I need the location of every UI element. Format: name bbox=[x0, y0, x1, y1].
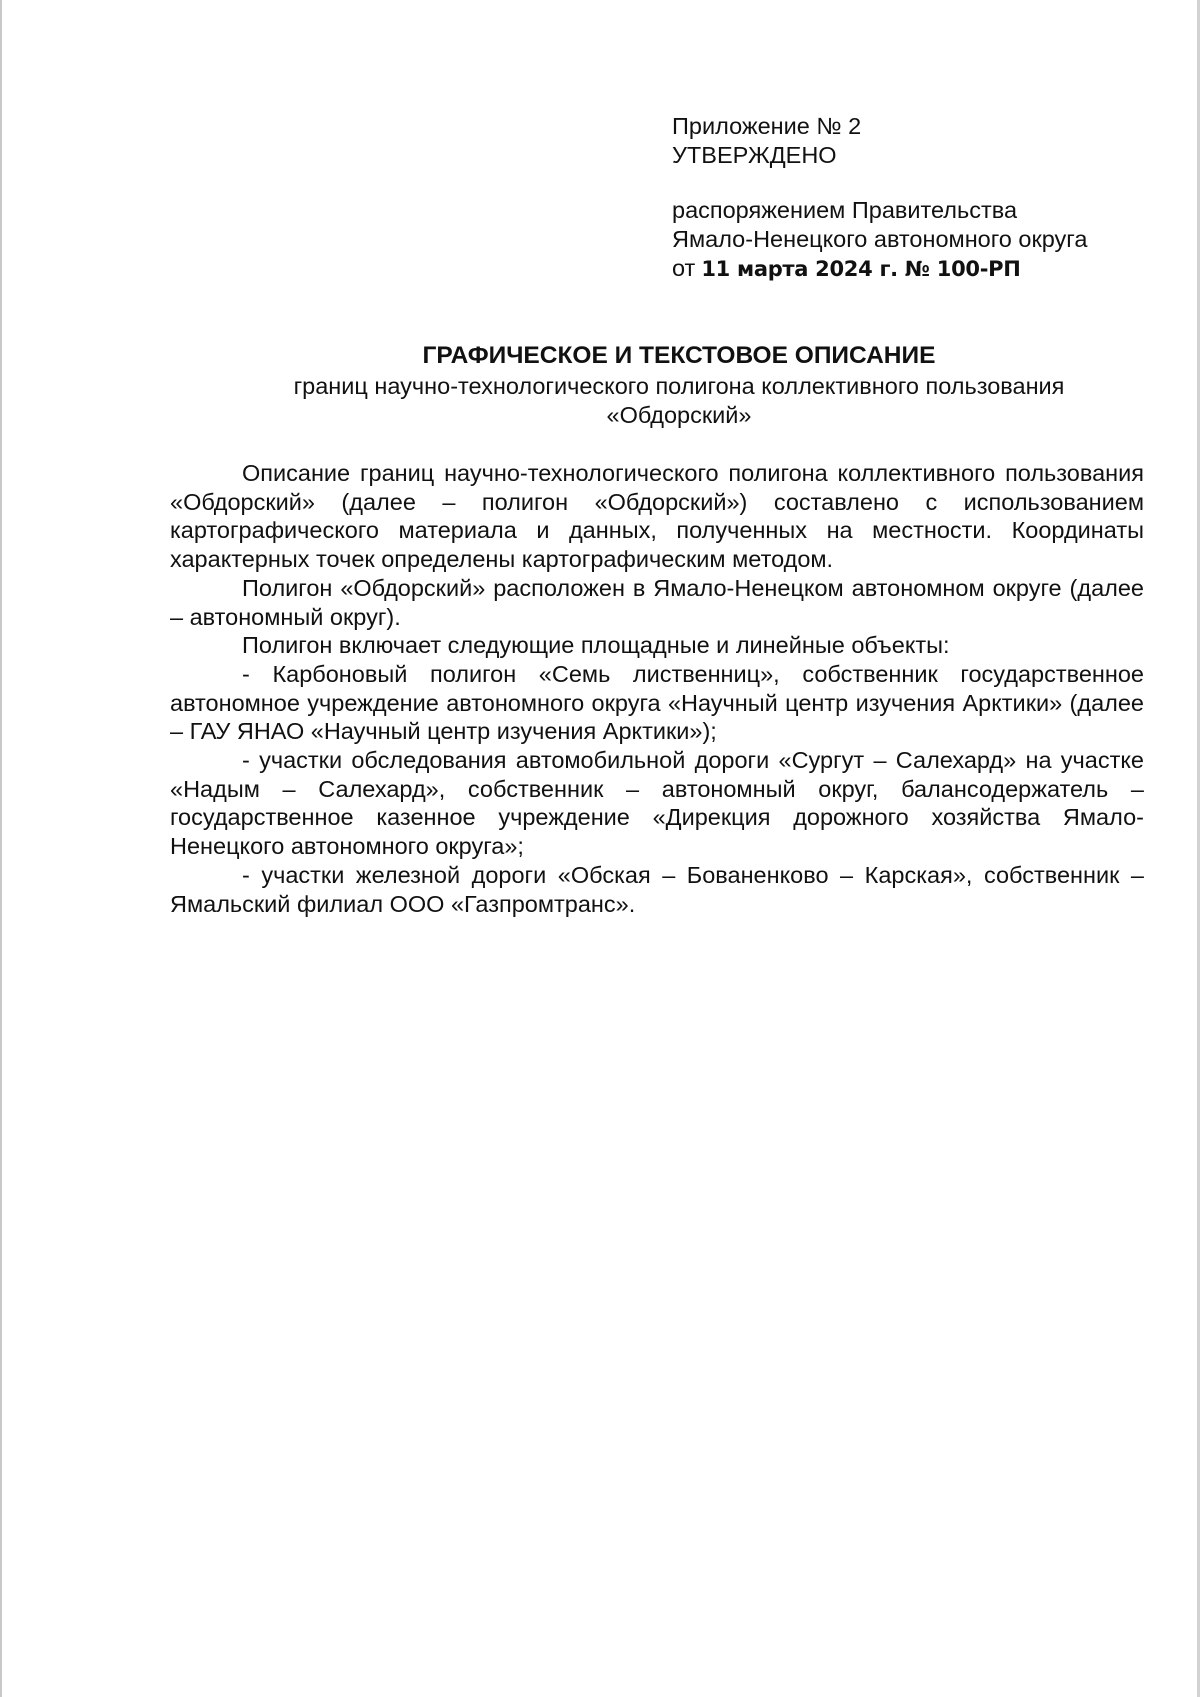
from-label: от bbox=[672, 255, 696, 281]
document-body bbox=[170, 459, 1144, 918]
order-date-number: 11 марта 2024 г. № 100-РП bbox=[701, 257, 1021, 281]
document-title: ГРАФИЧЕСКОЕ И ТЕКСТОВОЕ ОПИСАНИЕ bbox=[422, 342, 936, 369]
document-heading bbox=[170, 340, 1188, 430]
list-item: - Карбоновый полигон «Семь лиственниц», собственник государственное автономное учреждение автономного округа «Научный центр изучения Арктики» (далее – ГАУ ЯНАО «Научный центр изучения Арктики»); bbox=[170, 660, 1144, 745]
approval-spacer bbox=[672, 170, 1142, 196]
body-paragraph: Описание границ научно-технологического полигона коллективного пользования «Обдорский» (далее – полигон «Обдорский») составлено с использованием картографического материала и данных, полученных на местности. Координаты характерных точек определены картографическим методом. bbox=[170, 460, 1144, 573]
body-paragraph: Полигон включает следующие площадные и линейные объекты: bbox=[242, 632, 950, 659]
order-date-line bbox=[672, 254, 1142, 284]
list-item: - участки обследования автомобильной дороги «Сургут – Салехард» на участке «Надым – Салехард», собственник – автономный округ, балансодержатель – государственное казенное учреждение «Дирекция дорожного хозяйства Ямало-Ненецкого автономного округа»; bbox=[170, 747, 1144, 860]
approval-block bbox=[672, 112, 1142, 284]
document-subtitle-line-2: «Обдорский» bbox=[606, 402, 752, 428]
approved-label: УТВЕРЖДЕНО bbox=[672, 142, 837, 168]
body-paragraph: Полигон «Обдорский» расположен в Ямало-Ненецком автономном округе (далее – автономный округ). bbox=[170, 574, 1144, 630]
document-subtitle-line-1: границ научно-технологического полигона коллективного пользования bbox=[293, 373, 1065, 399]
appendix-label: Приложение № 2 bbox=[672, 113, 862, 139]
page-left-edge bbox=[0, 0, 2, 1697]
list-item: - участки железной дороги «Обская – Бованенково – Карская», собственник – Ямальский филиал ООО «Газпромтранс». bbox=[170, 861, 1144, 917]
order-line-1: распоряжением Правительства bbox=[672, 197, 1018, 223]
order-line-2: Ямало-Ненецкого автономного округа bbox=[672, 226, 1088, 252]
